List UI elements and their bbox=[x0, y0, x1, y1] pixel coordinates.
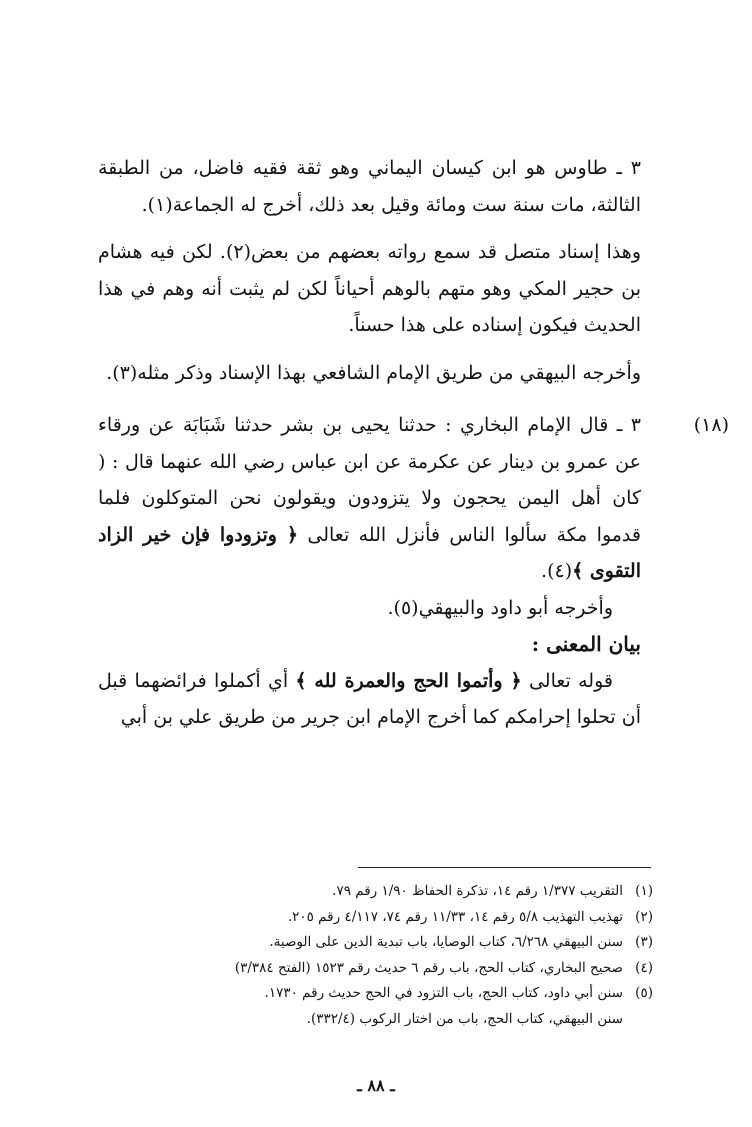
hadith-number: (١٨) bbox=[693, 414, 729, 436]
paragraph-narrator-tawus: ٣ ـ طاوس هو ابن كيسان اليماني وهو ثقة فقيه فاضل، من الطبقة الثالثة، مات سنة ست ومائة وقيل بعد ذلك، أخرج له الجماعة(١). bbox=[98, 157, 641, 216]
footnote-item bbox=[100, 879, 653, 905]
footnotes bbox=[100, 879, 653, 1033]
footnote-number: (٤) bbox=[635, 959, 653, 976]
paragraph-bayhaqi-source: وأخرجه البيهقي من طريق الإمام الشافعي بهذا الإسناد وذكر مثله(٣). bbox=[106, 361, 641, 384]
footnote-text: سنن أبي داود، كتاب الحج، باب التزود في الحج حديث رقم ١٧٣٠. bbox=[264, 985, 623, 1002]
footnote-item bbox=[100, 930, 653, 956]
hadith-block bbox=[98, 407, 729, 626]
footnote-divider bbox=[358, 867, 651, 868]
footnote-text: سنن البيهقي ٦/٢٦٨، كتاب الوصايا، باب تبدية الدين على الوصية. bbox=[269, 934, 623, 951]
footnote-number: (٥) bbox=[635, 985, 653, 1002]
paragraph-bukhari-hadith bbox=[98, 407, 641, 590]
footnote-item bbox=[100, 981, 653, 1007]
footnote-item bbox=[100, 905, 653, 931]
meaning-intro: قوله تعالى bbox=[528, 669, 613, 692]
main-text bbox=[98, 150, 729, 736]
meaning-text: أي أكملوا فرائضهما قبل أن تحلوا إحرامكم كما أخرج الإمام ابن جرير من طريق علي بن أبي bbox=[98, 669, 641, 728]
footnote-ref-4: (٤). bbox=[541, 560, 573, 582]
quran-quote-complete-hajj: ﴿ وأتموا الحج والعمرة لله ﴾ bbox=[295, 669, 522, 692]
footnote-continuation: سنن البيهقي، كتاب الحج، باب من اختار الركوب (٣٣٢/٤). bbox=[306, 1010, 623, 1027]
section-heading: بيان المعنى : bbox=[531, 632, 641, 656]
paragraph-isnad-assessment: وهذا إسناد متصل قد سمع رواته بعضهم من بعض(٢). لكن فيه هشام بن حجير المكي وهو متهم بالوهم أحياناً لكن لم يثبت أنه وهم في هذا الحديث فيكون إسناده على هذا حسناً. bbox=[98, 241, 642, 336]
hadith-text: ٣ ـ قال الإمام البخاري : حدثنا يحيى بن بشر حدثنا شَبَابَة عن ورقاء عن عمرو بن دينار عن عكرمة عن ابن عباس رضي الله عنهما قال : ( كان أهل اليمن يحجون ولا يتزودون ويقولون نحن المتوكلون فلما قدموا مكة سألوا الناس فأنزل الله تعالى bbox=[98, 414, 641, 546]
paragraph-abudawud-source: وأخرجه أبو داود والبيهقي(٥). bbox=[387, 596, 613, 619]
page-number: ـ ٨٨ ـ bbox=[357, 1076, 395, 1095]
footnote-text: تهذيب التهذيب ٥/٨ رقم ١٤، ١١/٣٣ رقم ٧٤، ٤/١١٧ رقم ٢٠٥. bbox=[287, 908, 623, 925]
footnote-item bbox=[100, 956, 653, 982]
footnote-number: (١) bbox=[635, 883, 653, 899]
footnote-text: التقريب ١/٣٧٧ رقم ١٤، تذكرة الحفاظ ١/٩٠ رقم ٧٩. bbox=[332, 883, 623, 899]
footnote-number: (٢) bbox=[635, 908, 653, 925]
quran-quote-provision: ﴿ وتزودوا فإن خير الزاد التقوى ﴾ bbox=[98, 523, 641, 582]
footnote-number: (٣) bbox=[635, 934, 653, 951]
paragraph-meaning bbox=[98, 663, 641, 736]
footnote-text: صحيح البخاري، كتاب الحج، باب رقم ٦ حديث رقم ١٥٢٣ (الفتح ٣/٣٨٤) bbox=[234, 959, 623, 976]
